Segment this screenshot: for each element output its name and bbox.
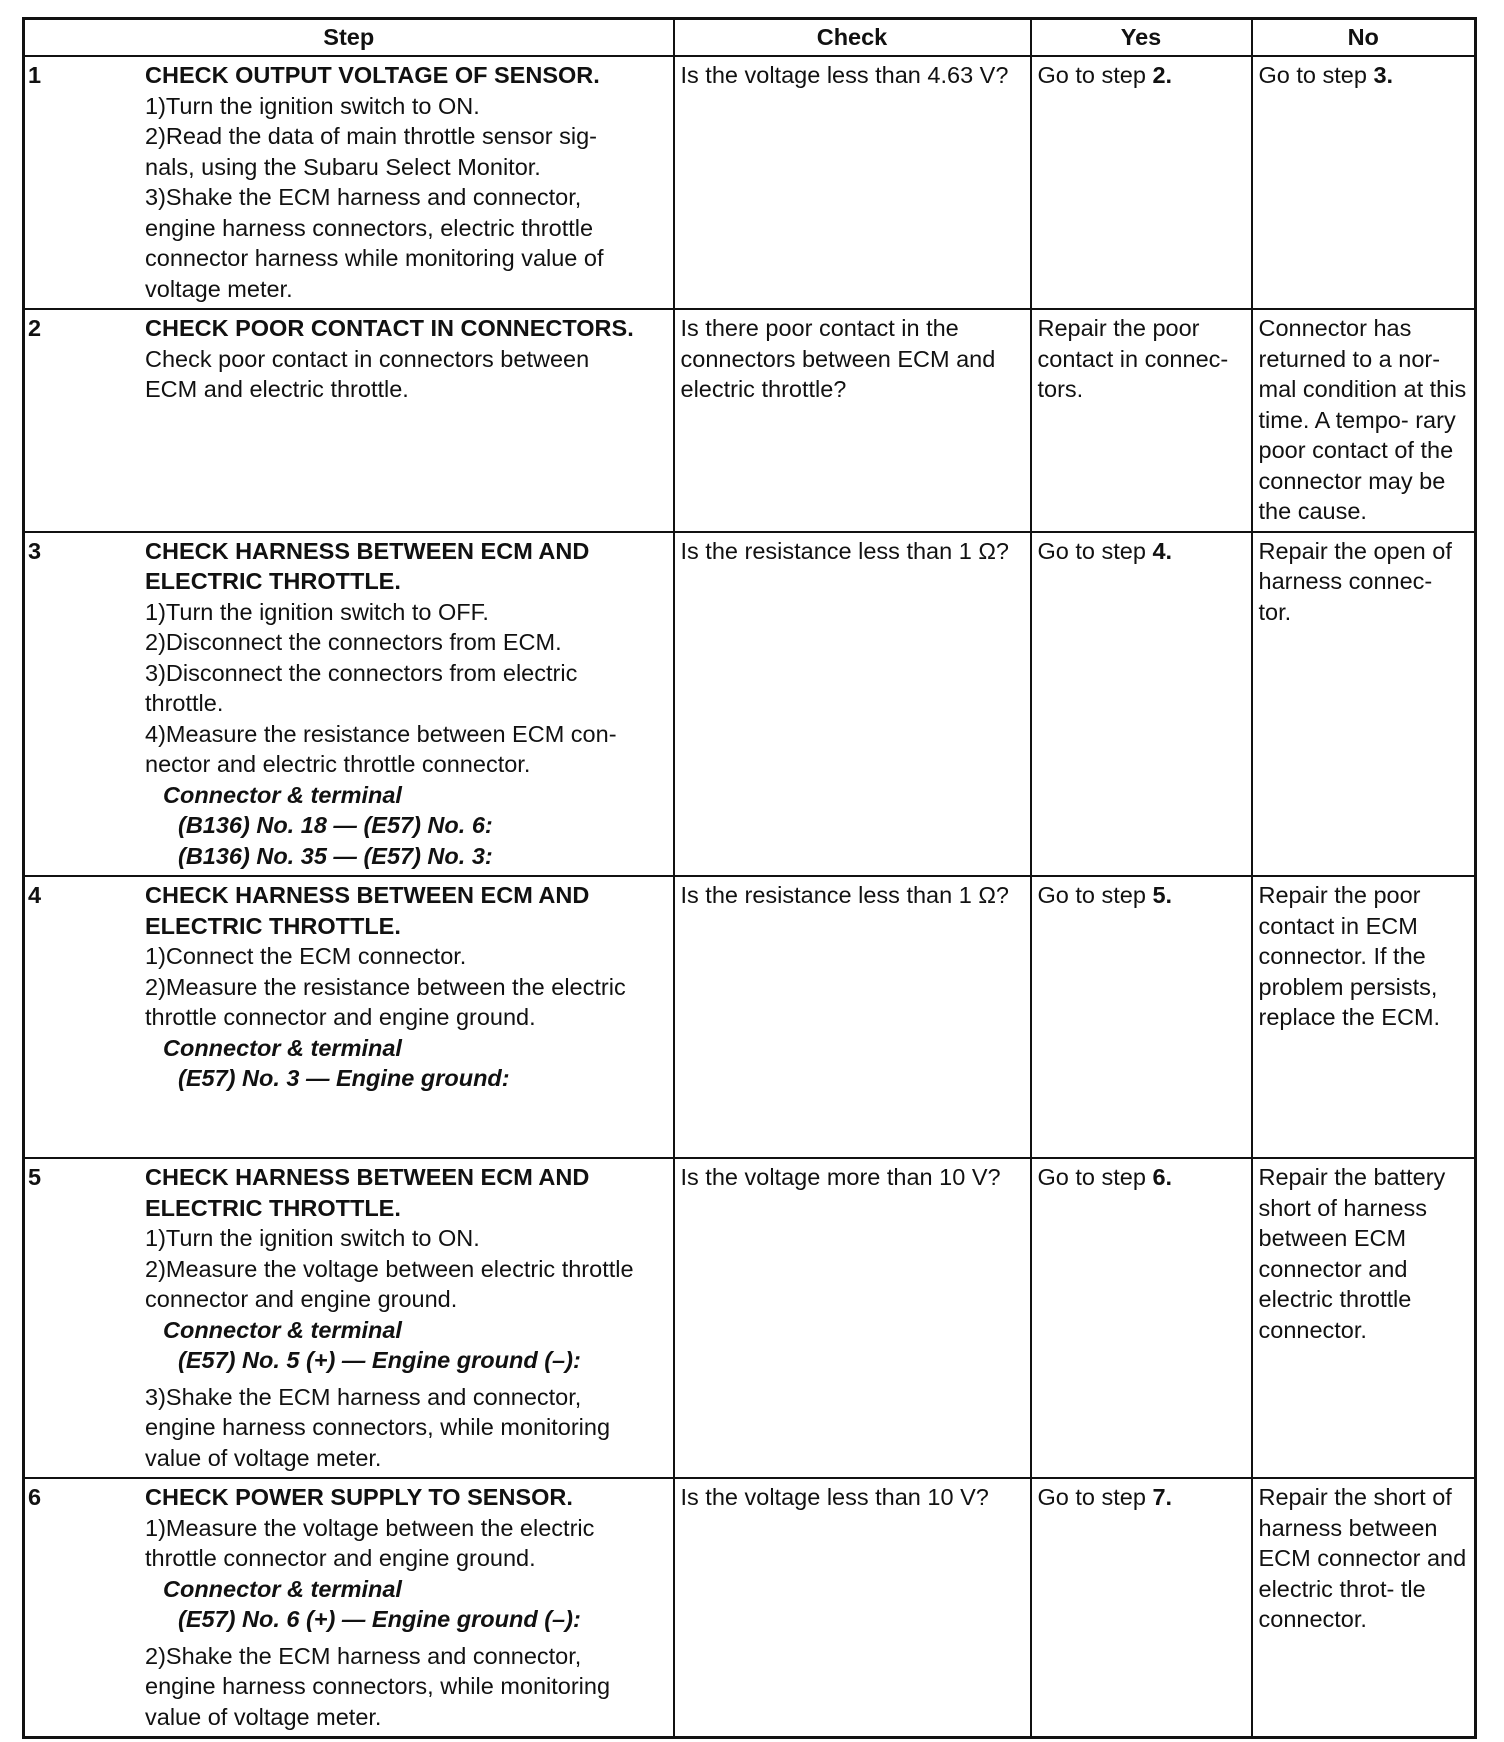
step-line: 1)Turn the ignition switch to OFF. [145, 598, 489, 625]
yes-text: Go to step [1037, 882, 1153, 908]
step-number: 6 [28, 1484, 42, 1510]
no-cell [1252, 56, 1476, 309]
step-line: engine harness connectors, while monitoring [145, 1673, 611, 1699]
yes-step: 7. [1152, 1484, 1173, 1510]
yes-cell [1031, 56, 1252, 309]
step-line: 2)Read the data of main throttle sensor sig- [145, 123, 597, 149]
step-line: 2)Disconnect the connectors from ECM. [145, 629, 562, 655]
connector-heading: Connector & terminal [163, 1034, 402, 1061]
step-line: connector and engine ground. [145, 1286, 458, 1312]
yes-cell: Repair the poor contact in connec- tors. [1031, 309, 1252, 532]
step-line: nals, using the Subaru Select Monitor. [145, 153, 541, 180]
yes-step: 2. [1152, 62, 1173, 88]
no-step: 3. [1373, 62, 1394, 88]
step-cell [24, 309, 674, 532]
step-title: CHECK POOR CONTACT IN CONNECTORS. [145, 315, 634, 341]
step-line: 2)Shake the ECM harness and connector, [145, 1642, 582, 1669]
step-line: 2)Measure the voltage between electric throttle [145, 1255, 634, 1282]
yes-cell [1031, 876, 1252, 1158]
step-line: 1)Turn the ignition switch to ON. [145, 1225, 480, 1251]
step-cell [24, 532, 674, 877]
step-line: engine harness connectors, electric throttle [145, 214, 594, 241]
table-row [24, 1478, 1476, 1738]
table-row [24, 1158, 1476, 1478]
table-row [24, 876, 1476, 1158]
step-line: 2)Measure the resistance between the electric [145, 973, 626, 1000]
yes-step: 4. [1152, 537, 1173, 564]
table-row [24, 309, 1476, 532]
step-line: value of voltage meter. [145, 1444, 382, 1471]
step-line: nector and electric throttle connector. [145, 751, 531, 777]
step-line: throttle connector and engine ground. [145, 1545, 536, 1571]
step-line: engine harness connectors, while monitoring [145, 1414, 611, 1440]
step-line: voltage meter. [145, 275, 293, 302]
header-step: Step [24, 19, 674, 57]
yes-text: Go to step [1037, 1164, 1153, 1190]
step-line: 4)Measure the resistance between ECM con- [145, 720, 617, 747]
header-row [24, 19, 1476, 57]
connector-line: (B136) No. 35 — (E57) No. 3: [178, 842, 493, 869]
connector-line: (E57) No. 3 — Engine ground: [178, 1065, 510, 1091]
connector-heading: Connector & terminal [163, 1316, 402, 1343]
step-title: ELECTRIC THROTTLE. [145, 568, 401, 594]
diagnostic-table [22, 17, 1477, 1739]
connector-line: (B136) No. 18 — (E57) No. 6: [178, 812, 493, 838]
no-cell: Repair the short of harness between ECM connector and electric throt- tle connector. [1252, 1478, 1476, 1738]
step-cell [24, 56, 674, 309]
check-cell: Is the voltage more than 10 V? [674, 1158, 1031, 1478]
yes-step: 6. [1152, 1164, 1173, 1190]
header-no: No [1252, 19, 1476, 57]
step-line: throttle. [145, 690, 224, 716]
step-title: CHECK OUTPUT VOLTAGE OF SENSOR. [145, 62, 600, 88]
step-cell [24, 1158, 674, 1478]
yes-text: Go to step [1037, 62, 1153, 88]
check-cell: Is the resistance less than 1 Ω? [674, 532, 1031, 877]
step-title: CHECK HARNESS BETWEEN ECM AND [145, 1164, 590, 1190]
no-cell: Connector has returned to a nor- mal condition at this time. A tempo- rary poor contact of the connector may be the cause. [1252, 309, 1476, 532]
step-line: throttle connector and engine ground. [145, 1004, 536, 1030]
step-number: 4 [28, 882, 42, 908]
no-cell: Repair the battery short of harness between ECM connector and electric throttle connector. [1252, 1158, 1476, 1478]
header-check: Check [674, 19, 1031, 57]
table-row [24, 56, 1476, 309]
yes-text: Go to step [1037, 537, 1153, 564]
step-cell [24, 1478, 674, 1738]
check-cell: Is the voltage less than 10 V? [674, 1478, 1031, 1738]
no-cell: Repair the open of harness connec- tor. [1252, 532, 1476, 877]
step-line: value of voltage meter. [145, 1703, 382, 1730]
step-line: 1)Turn the ignition switch to ON. [145, 92, 480, 119]
step-number: 2 [28, 315, 42, 341]
step-title: CHECK HARNESS BETWEEN ECM AND [145, 882, 590, 908]
step-line: 3)Shake the ECM harness and connector, [145, 184, 582, 210]
step-line: 3)Shake the ECM harness and connector, [145, 1383, 582, 1410]
step-title: CHECK POWER SUPPLY TO SENSOR. [145, 1484, 573, 1510]
yes-step: 5. [1152, 882, 1173, 908]
connector-line: (E57) No. 6 (+) — Engine ground (–): [178, 1606, 581, 1632]
no-text: Go to step [1258, 62, 1374, 88]
step-number: 5 [28, 1164, 42, 1190]
step-number: 1 [28, 62, 42, 88]
no-cell: Repair the poor contact in ECM connector. If the problem persists, replace the ECM. [1252, 876, 1476, 1158]
table-row [24, 532, 1476, 877]
yes-cell [1031, 1158, 1252, 1478]
step-title: ELECTRIC THROTTLE. [145, 1194, 401, 1221]
check-cell: Is the voltage less than 4.63 V? [674, 56, 1031, 309]
step-line: 1)Connect the ECM connector. [145, 943, 467, 969]
connector-line: (E57) No. 5 (+) — Engine ground (–): [178, 1347, 581, 1373]
step-line: ECM and electric throttle. [145, 376, 409, 402]
check-cell: Is the resistance less than 1 Ω? [674, 876, 1031, 1158]
header-yes: Yes [1031, 19, 1252, 57]
step-line: 1)Measure the voltage between the electric [145, 1514, 595, 1541]
check-cell: Is there poor contact in the connectors between ECM and electric throttle? [674, 309, 1031, 532]
step-title: ELECTRIC THROTTLE. [145, 912, 401, 939]
step-line: Check poor contact in connectors between [145, 345, 590, 372]
step-line: 3)Disconnect the connectors from electric [145, 659, 578, 686]
step-line: connector harness while monitoring value of [145, 245, 604, 271]
yes-text: Go to step [1037, 1484, 1153, 1510]
step-title: CHECK HARNESS BETWEEN ECM AND [145, 537, 590, 564]
step-cell [24, 876, 674, 1158]
step-number: 3 [28, 537, 42, 564]
connector-heading: Connector & terminal [163, 1575, 402, 1602]
yes-cell [1031, 1478, 1252, 1738]
yes-cell [1031, 532, 1252, 877]
connector-heading: Connector & terminal [163, 781, 402, 808]
